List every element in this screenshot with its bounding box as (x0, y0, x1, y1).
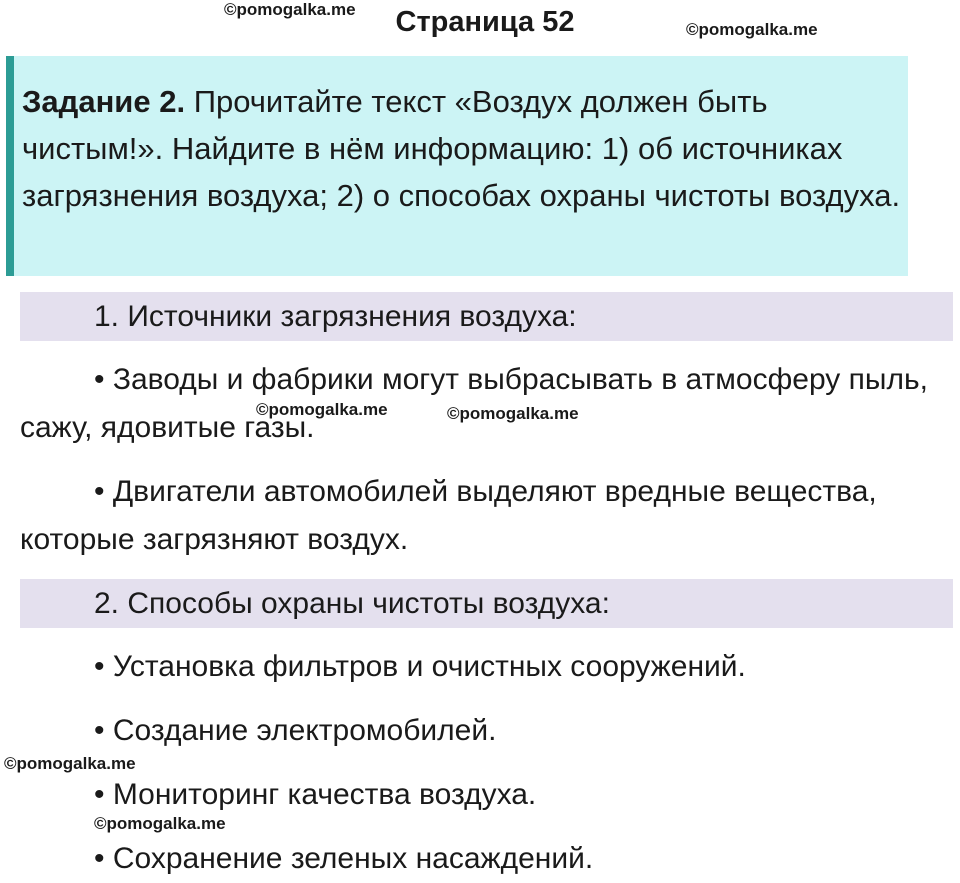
list-item: • Мониторинг качества воздуха. (94, 778, 537, 811)
page-title: Страница 52 (395, 6, 575, 38)
list-item: • Установка фильтров и очистных сооружений. (94, 650, 746, 683)
section-heading-protection: 2. Способы охраны чистоты воздуха: (20, 579, 953, 628)
list-item: • Создание электромобилей. (94, 714, 497, 747)
list-item: • Заводы и фабрики могут выбрасывать в атмосферу пыль, сажу, ядовитые газы. (20, 363, 928, 444)
list-item: • Двигатели автомобилей выделяют вредные вещества, которые загрязняют воздух. (20, 475, 877, 556)
watermark: ©pomogalka.me (94, 814, 226, 833)
task-text: Прочитайте текст «Воздух должен быть чистым!». Найдите в нём информацию: 1) об источниках загрязнения воздуха; 2) о способах охраны чистоты воздуха. (22, 84, 901, 213)
task-paragraph (22, 78, 908, 219)
watermark: ©pomogalka.me (686, 20, 818, 39)
task-box (6, 56, 908, 276)
watermark: ©pomogalka.me (256, 400, 388, 419)
watermark: ©pomogalka.me (4, 754, 136, 773)
list-item: • Сохранение зеленых насаждений. (94, 842, 594, 875)
watermark: ©pomogalka.me (447, 404, 579, 423)
section-heading-sources: 1. Источники загрязнения воздуха: (20, 292, 953, 341)
task-label: Задание 2. (22, 84, 186, 119)
watermark: ©pomogalka.me (224, 0, 356, 19)
